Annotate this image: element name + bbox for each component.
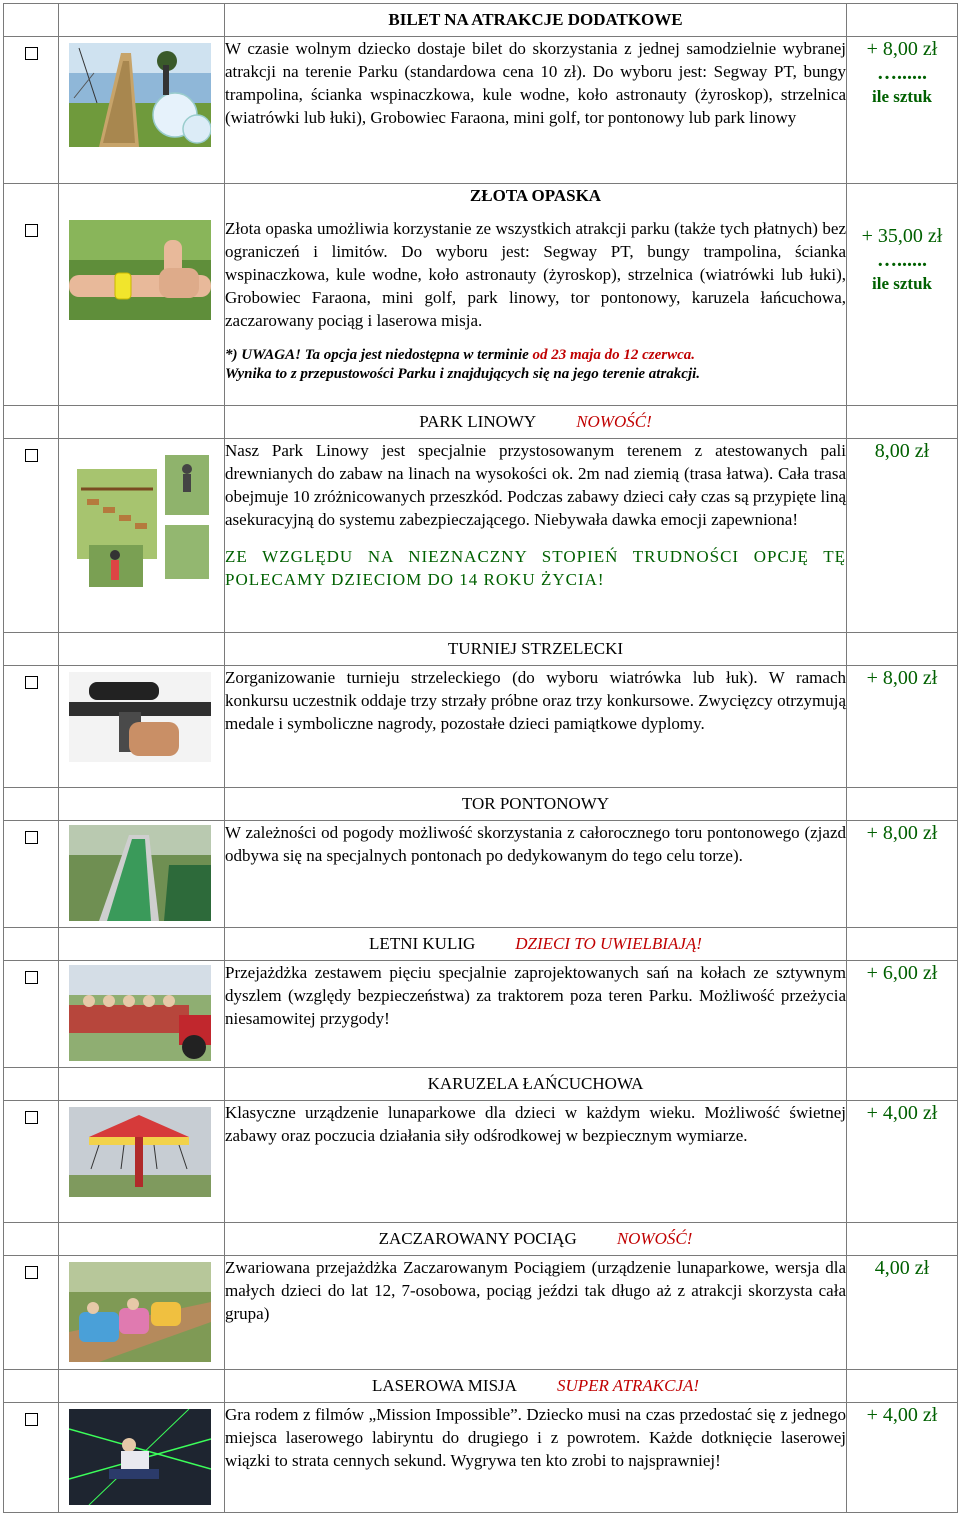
section-title: ZACZAROWANY POCIĄG NOWOŚĆ! bbox=[225, 1223, 847, 1256]
section-title: LETNI KULIG DZIECI TO UWIELBIAJĄ! bbox=[225, 928, 847, 961]
offer-row-rope-park bbox=[4, 439, 958, 633]
offer-description: Nasz Park Linowy jest specjalnie przystosowanym terenem z atestowanych pali drewnianych do zabaw na linach na wysokości ok. 2m nad ziemią (trasa łatwa). Cała trasa obejmuje 10 zróżnicowanych przeszkód. Podczas zabawy dzieci cały czas są przypięte liną asekuracyjną do systemu zabezpieczającego. Niebywała dawka emocji zapewniona! bbox=[225, 441, 846, 529]
section-title: BILET NA ATRAKCJE DODATKOWE bbox=[225, 4, 847, 37]
price: + 4,00 zł bbox=[866, 1404, 938, 1426]
section-header-row bbox=[4, 406, 958, 439]
price: + 8,00 zł bbox=[866, 38, 938, 60]
price: + 4,00 zł bbox=[866, 1102, 938, 1124]
new-badge: NOWOŚĆ! bbox=[616, 1229, 693, 1248]
section-title: ZŁOTA OPASKA bbox=[469, 186, 602, 205]
section-title: TURNIEJ STRZELECKI bbox=[225, 633, 847, 666]
offer-description: Zwariowana przejażdżka Zaczarowanym Pociągiem (urządzenie lunaparkowe, wersja dla małych dzieci do lat 12, 7-osobowa, pociąg jeździ tak długo aż z atrakcji skorzysta cała grupa) bbox=[225, 1258, 846, 1323]
quantity-field[interactable]: …...... bbox=[877, 62, 927, 84]
select-checkbox[interactable] bbox=[25, 676, 38, 689]
price: + 35,00 zł bbox=[861, 225, 943, 247]
offer-row-sleigh bbox=[4, 961, 958, 1068]
offer-description: Zorganizowanie turnieju strzeleckiego (do wyboru wiatrówka lub łuk). W ramach konkursu uczestnik oddaje trzy strzały próbne oraz trzy konkursowe. Zwycięzcy otrzymują medale i symboliczne nagrody, pozostałe dzieci pamiątkowe dyplomy. bbox=[225, 668, 846, 733]
price: 4,00 zł bbox=[874, 1257, 930, 1279]
section-header-row bbox=[4, 1370, 958, 1403]
section-header-row bbox=[4, 4, 958, 37]
offer-description: Przejażdżka zestawem pięciu specjalnie zaprojektowanych sań na kołach ze sztywnym dyszlem (względy bezpieczeństwa) za traktorem poza teren Parku. Możliwość przeżycia niesamowitej przygody! bbox=[225, 963, 846, 1028]
offer-row-carousel bbox=[4, 1101, 958, 1223]
laser-maze-photo bbox=[69, 1409, 211, 1505]
select-checkbox[interactable] bbox=[25, 1266, 38, 1279]
offer-row-ticket bbox=[4, 37, 958, 184]
tractor-sleigh-ride-photo bbox=[69, 965, 211, 1061]
bungee-climbing-water-balls-photo bbox=[69, 43, 211, 147]
magic-train-photo bbox=[69, 1262, 211, 1362]
select-checkbox[interactable] bbox=[25, 971, 38, 984]
yellow-wristband-thumb-photo bbox=[69, 220, 211, 320]
availability-warning: *) UWAGA! Ta opcja jest niedostępna w terminie od 23 maja do 12 czerwca. Wynika to z przepustowości Parku i znajdujących się na jego terenie atrakcji. bbox=[225, 347, 701, 382]
select-checkbox[interactable] bbox=[25, 449, 38, 462]
offer-description: W zależności od pogody możliwość skorzystania z całorocznego toru pontonowego (zjazd odbywa się na specjalnych pontonach po dedykowanym do tego celu torze). bbox=[225, 823, 846, 865]
quantity-label: ile sztuk bbox=[872, 274, 932, 293]
chain-carousel-photo bbox=[69, 1107, 211, 1197]
offer-description: Gra rodem z filmów „Mission Impossible”. Dziecko musi na czas przedostać się z jednego miejsca laserowego labiryntu do drugiego i z powrotem. Każde dotknięcie laserowej wiązki to strata cennych sekund. Wygrywa ten kto zrobi to najsprawniej! bbox=[225, 1405, 846, 1470]
pontoon-slide-track-photo bbox=[69, 825, 211, 921]
offer-row-shooting bbox=[4, 666, 958, 788]
offer-row-train bbox=[4, 1256, 958, 1370]
section-title: LASEROWA MISJA SUPER ATRAKCJA! bbox=[225, 1370, 847, 1403]
select-checkbox[interactable] bbox=[25, 831, 38, 844]
select-checkbox[interactable] bbox=[25, 1111, 38, 1124]
section-header-row bbox=[4, 788, 958, 821]
section-header-row bbox=[4, 928, 958, 961]
air-rifle-scope-photo bbox=[69, 672, 211, 762]
price: + 8,00 zł bbox=[866, 822, 938, 844]
offer-row-pontoon bbox=[4, 821, 958, 928]
age-recommendation: ZE WZGLĘDU NA NIEZNACZNY STOPIEŃ TRUDNOŚCI OPCJĘ TĘ POLECAMY DZIECIOM DO 14 ROKU ŻYCIA! bbox=[225, 547, 846, 589]
select-checkbox[interactable] bbox=[25, 224, 38, 237]
offer-description: Złota opaska umożliwia korzystanie ze wszystkich atrakcji parku (także tych płatnych) bez ograniczeń i limitów. Do wyboru jest: Segway PT, bungy trampolina, ścianka wspinaczkowa, kule wodne, koło astronauty (żyroskop), strzelnica (wiatrówki lub łuki), Grobowiec Faraona, mini golf, park linowy, tor pontonowy, karuzela łańcuchowa, zaczarowany pociąg i laserowa misja. bbox=[225, 219, 846, 330]
offer-description: Klasyczne urządzenie lunaparkowe dla dzieci w każdym wieku. Możliwość świetnej zabawy oraz poczucia działania siły odśrodkowej w bezpiecznym wymiarze. bbox=[225, 1103, 846, 1145]
price: 8,00 zł bbox=[874, 440, 930, 462]
section-title: TOR PONTONOWY bbox=[225, 788, 847, 821]
section-title: KARUZELA ŁAŃCUCHOWA bbox=[225, 1068, 847, 1101]
section-header-row bbox=[4, 1223, 958, 1256]
quantity-field[interactable]: …...... bbox=[877, 249, 927, 271]
section-header-row bbox=[4, 1068, 958, 1101]
offer-row-gold-wristband bbox=[4, 184, 958, 406]
promo-badge: SUPER ATRAKCJA! bbox=[556, 1376, 700, 1395]
attractions-table bbox=[3, 3, 958, 1513]
offer-row-laser bbox=[4, 1403, 958, 1513]
section-header-row bbox=[4, 633, 958, 666]
price: + 6,00 zł bbox=[866, 962, 938, 984]
select-checkbox[interactable] bbox=[25, 1413, 38, 1426]
rope-park-collage-photo bbox=[69, 449, 211, 589]
quantity-label: ile sztuk bbox=[872, 87, 932, 106]
offer-description: W czasie wolnym dziecko dostaje bilet do skorzystania z jednej samodzielnie wybranej atrakcji na terenie Parku (standardowa cena 10 zł). Do wyboru jest: Segway PT, bungy trampolina, ścianka wspinaczkowa, kule wodne, koło astronauty (żyroskop), strzelnica (wiatrówki lub łuki), Grobowiec Faraona, mini golf, tor pontonowy lub park linowy bbox=[225, 39, 846, 127]
select-checkbox[interactable] bbox=[25, 47, 38, 60]
price: + 8,00 zł bbox=[866, 667, 938, 689]
new-badge: NOWOŚĆ! bbox=[576, 412, 652, 431]
promo-badge: DZIECI TO UWIELBIAJĄ! bbox=[515, 934, 702, 953]
section-title: PARK LINOWY NOWOŚĆ! bbox=[225, 406, 847, 439]
